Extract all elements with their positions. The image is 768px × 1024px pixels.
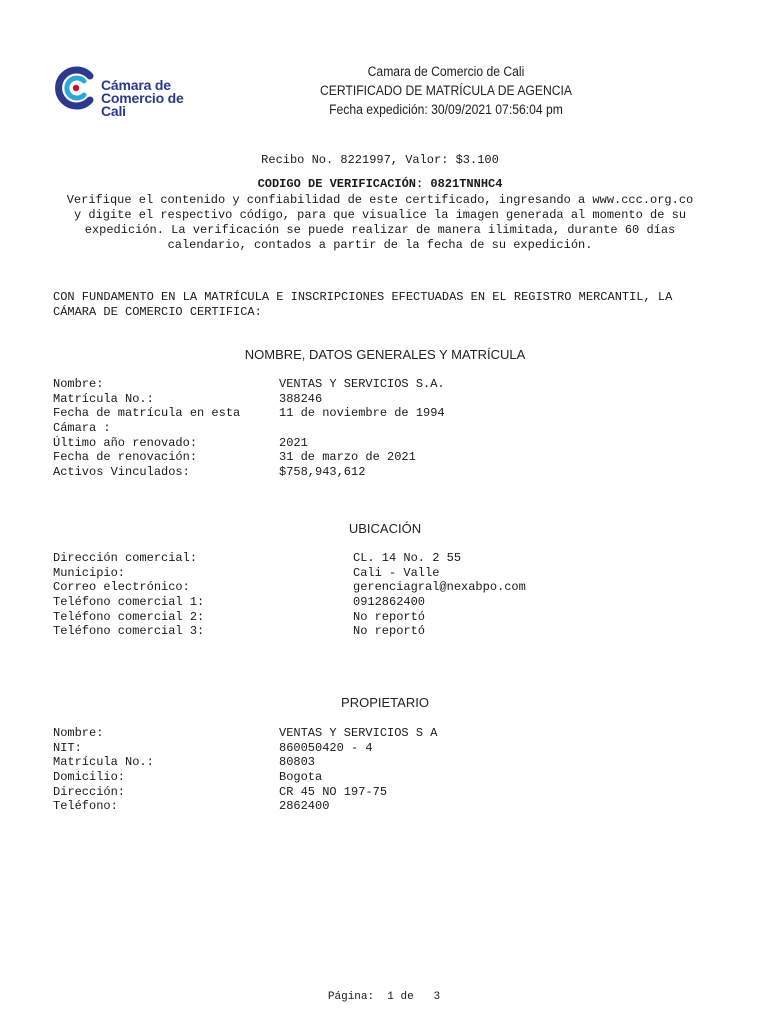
field-value: 11 de noviembre de 1994 <box>279 406 445 421</box>
logo-line-1: Cámara de <box>101 77 171 93</box>
field-value: 2862400 <box>279 799 330 814</box>
logo-wordmark <box>101 79 184 118</box>
field-label: Nombre: <box>53 377 104 391</box>
field-value: 80803 <box>279 755 316 770</box>
chamber-logo <box>54 62 194 124</box>
verification-line: calendario, contados a partir de la fecha de su expedición. <box>167 238 593 252</box>
field-label: Matrícula No.: <box>53 755 154 770</box>
field-value: 31 de marzo de 2021 <box>279 450 416 465</box>
logo-line-2: Comercio de <box>101 90 184 106</box>
field-label: Cámara : <box>53 421 111 436</box>
field-value: No reportó <box>353 609 426 624</box>
page-number: Página: 1 de 3 <box>327 991 441 1003</box>
field-value: CR 45 NO 197-75 <box>279 784 388 799</box>
field-label: Municipio: <box>53 565 126 580</box>
field-label: Teléfono comercial 3: <box>53 624 205 639</box>
field-label: NIT: <box>53 740 82 755</box>
document-header <box>296 62 596 119</box>
field-value: 860050420 - 4 <box>279 740 373 755</box>
field-label: Matrícula No.: <box>53 391 154 406</box>
field-value: gerenciagral@nexabpo.com <box>353 580 526 595</box>
intro-line-2: CÁMARA DE COMERCIO CERTIFICA: <box>53 305 262 319</box>
receipt-line: Recibo No. 8221997, Valor: $3.100 <box>261 153 499 167</box>
field-label: Teléfono comercial 1: <box>53 595 205 610</box>
field-value: Bogota <box>279 770 323 785</box>
field-value: 0912862400 <box>353 595 426 610</box>
section-title-owner: PROPIETARIO <box>341 695 429 710</box>
certificate-title: CERTIFICADO DE MATRÍCULA DE AGENCIA <box>319 83 573 98</box>
verification-line: expedición. La verificación se puede realizar de manera ilimitada, durante 60 días <box>84 223 676 237</box>
field-label: Dirección comercial: <box>53 551 198 565</box>
field-label: Último año renovado: <box>53 435 198 450</box>
field-value: VENTAS Y SERVICIOS S.A. <box>279 377 445 391</box>
field-value: 388246 <box>279 391 323 406</box>
field-label: Activos Vinculados: <box>53 465 190 480</box>
field-label: Domicilio: <box>53 770 126 785</box>
field-label: Fecha de matrícula en esta <box>53 406 241 421</box>
section-title-location: UBICACIÓN <box>348 521 422 536</box>
field-label: Correo electrónico: <box>53 580 190 595</box>
field-value: CL. 14 No. 2 55 <box>353 551 462 565</box>
intro-line-1: CON FUNDAMENTO EN LA MATRÍCULA E INSCRIPCIONES EFECTUADAS EN EL REGISTRO MERCANTIL, LA <box>53 290 673 304</box>
chamber-logo-icon <box>54 66 98 110</box>
issue-date: Fecha expedición: 30/09/2021 07:56:04 pm <box>329 102 563 117</box>
field-label: Fecha de renovación: <box>53 450 198 465</box>
field-label: Teléfono comercial 2: <box>53 609 205 624</box>
field-value: VENTAS Y SERVICIOS S A <box>279 726 438 740</box>
logo-line-3: Cali <box>101 103 126 119</box>
verification-line: Verifique el contenido y confiabilidad de este certificado, ingresando a www.ccc.org.co <box>66 193 694 207</box>
field-value: $758,943,612 <box>279 465 366 480</box>
verification-line: y digite el respectivo código, para que visualice la imagen generada al momento de su <box>73 208 687 222</box>
field-value: Cali - Valle <box>353 565 440 580</box>
field-value: No reportó <box>353 624 426 639</box>
field-label: Teléfono: <box>53 799 118 814</box>
entity-name: Camara de Comercio de Cali <box>367 64 525 79</box>
field-label: Nombre: <box>53 726 104 740</box>
verification-instructions <box>40 193 720 253</box>
certification-intro <box>53 290 723 320</box>
section-title-general: NOMBRE, DATOS GENERALES Y MATRÍCULA <box>244 347 526 362</box>
field-value: 2021 <box>279 435 308 450</box>
verification-code-title: CODIGO DE VERIFICACIÓN: 0821TNNHC4 <box>257 177 503 191</box>
field-label: Dirección: <box>53 784 126 799</box>
